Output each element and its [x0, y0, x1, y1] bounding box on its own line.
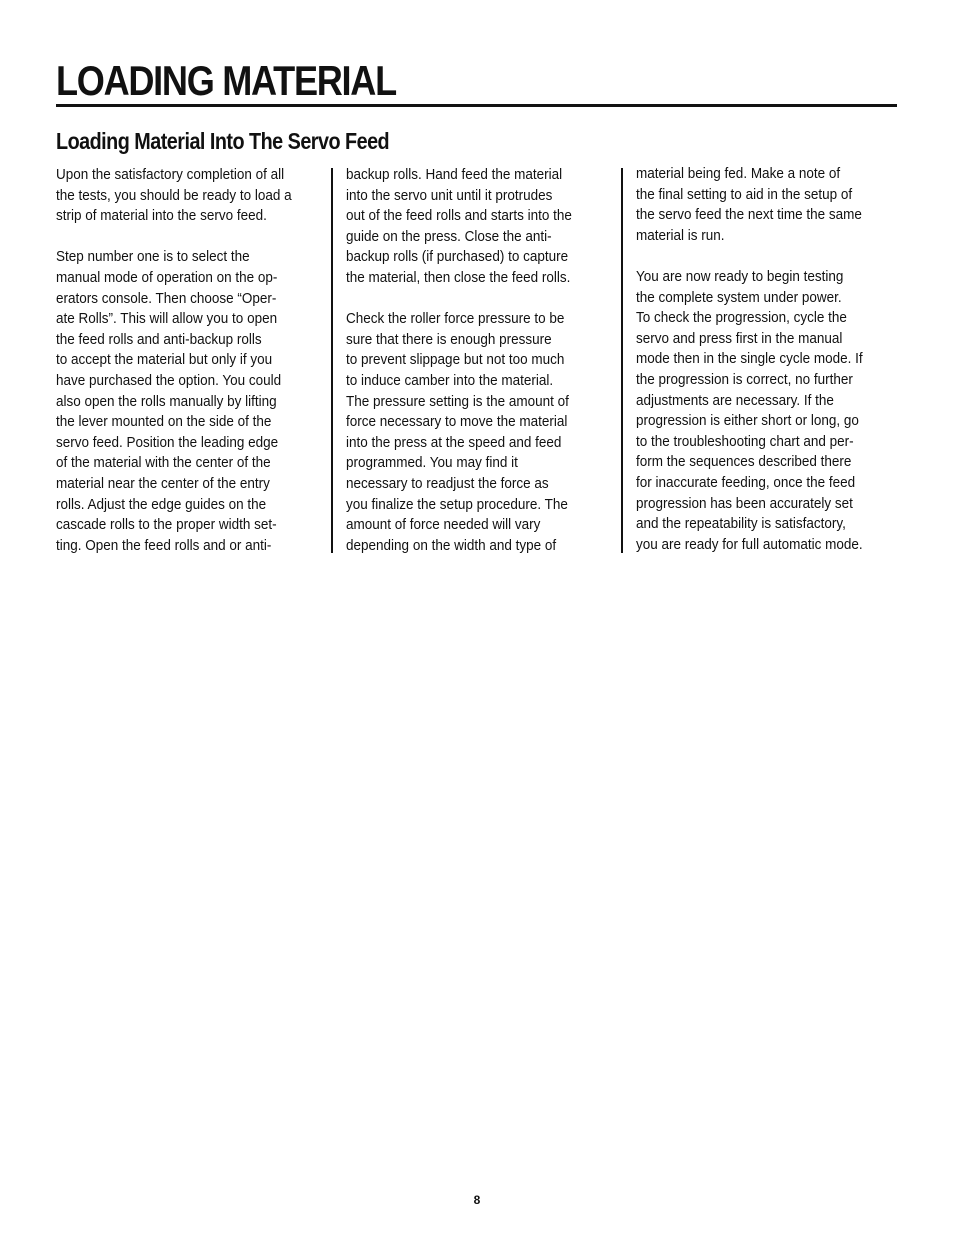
page-number: 8 [473, 1193, 481, 1207]
paragraph: You are now ready to begin testing the complete system under power. To check the progression, cycle the servo and press first in the manual mode then in the single cycle mode. If the progression is correct, no further adjustments are necessary. If the progression is either short or long, go to the troubleshooting chart and per- form the sequences described there for inaccurate feeding, once the feed progression has been accurately set and the repeatability is satisfactory, you are ready for full automatic mode. [636, 267, 863, 553]
page-title: LOADING MATERIAL [56, 57, 396, 104]
section-heading: Loading Material Into The Servo Feed [56, 128, 390, 154]
column-divider [331, 168, 333, 553]
title-rule [56, 104, 897, 107]
text-column-3 [636, 164, 898, 555]
text-column-1 [56, 165, 318, 556]
column-divider [621, 168, 623, 553]
text-column-2 [346, 165, 608, 556]
paragraph: backup rolls. Hand feed the material into the servo unit until it protrudes out of the feed rolls and starts into the guide on the press. Close the anti- backup rolls (if purchased) to capture the material, then close the feed rolls. [346, 166, 572, 286]
paragraph: Upon the satisfactory completion of all the tests, you should be ready to load a strip of material into the servo feed. [56, 166, 292, 225]
paragraph: Check the roller force pressure to be sure that there is enough pressure to prevent slippage but not too much to induce camber into the material. The pressure setting is the amount of force necessary to move the material into the press at the speed and feed programmed. You may find it necessary to readjust the force as you finalize the setup procedure. The amount of force needed will vary depending on the width and type of [346, 310, 569, 554]
paragraph: material being fed. Make a note of the final setting to aid in the setup of the servo feed the next time the same material is run. [636, 165, 862, 244]
paragraph: Step number one is to select the manual mode of operation on the op- erators console. Then choose “Oper- ate Rolls”. This will allow you to open the feed rolls and anti-backup rolls to accept the material but only if you have purchased the option. You could also open the rolls manually by lifting the lever mounted on the side of the servo feed. Position the leading edge of the material with the center of the material near the center of the entry rolls. Adjust the edge guides on the cascade rolls to the proper width set- ting. Open the feed rolls and or anti- [56, 248, 282, 554]
